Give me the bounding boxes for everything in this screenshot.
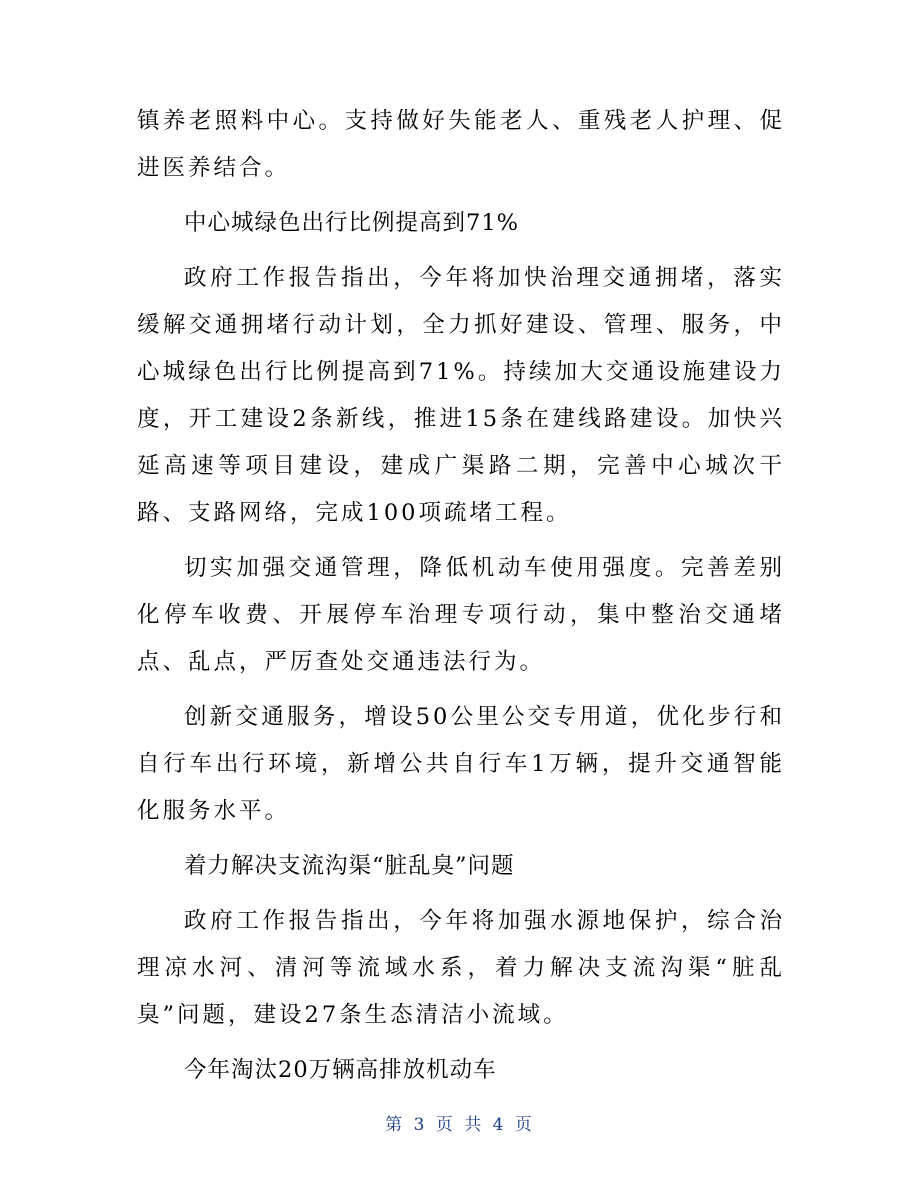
paragraph-water-protection: 政府工作报告指出，今年将加强水源地保护，综合治理凉水河、清河等流域水系，着力解决支流沟渠“脏乱臭”问题，建设27条生态清洁小流域。 — [137, 908, 785, 1028]
section-heading-green-travel: 中心城绿色出行比例提高到71% — [184, 210, 520, 236]
section-heading-waterways: 着力解决支流沟渠“脏乱臭”问题 — [184, 853, 515, 879]
document-body — [137, 98, 785, 1102]
section-heading-vehicle-phaseout: 今年淘汰20万辆高排放机动车 — [184, 1057, 497, 1083]
paragraph-continuation: 镇养老照料中心。支持做好失能老人、重残老人护理、促进医养结合。 — [137, 108, 785, 181]
paragraph-traffic-management: 切实加强交通管理，降低机动车使用强度。完善差别化停车收费、开展停车治理专项行动，集中整治交通堵点、乱点，严厉查处交通违法行为。 — [137, 555, 785, 675]
paragraph-traffic-congestion: 政府工作报告指出，今年将加快治理交通拥堵，落实缓解交通拥堵行动计划，全力抓好建设、管理、服务，中心城绿色出行比例提高到71%。持续加大交通设施建设力度，开工建设2条新线，推进15条在建线路建设。加快兴延高速等项目建设，建成广渠路二期，完善中心城次干路、支路网络，完成100项疏堵工程。 — [137, 265, 785, 526]
paragraph-traffic-service: 创新交通服务，增设50公里公交专用道，优化步行和自行车出行环境，新增公共自行车1万辆，提升交通智能化服务水平。 — [137, 704, 785, 824]
page-number-footer: 第 3 页 共 4 页 — [385, 1115, 535, 1135]
